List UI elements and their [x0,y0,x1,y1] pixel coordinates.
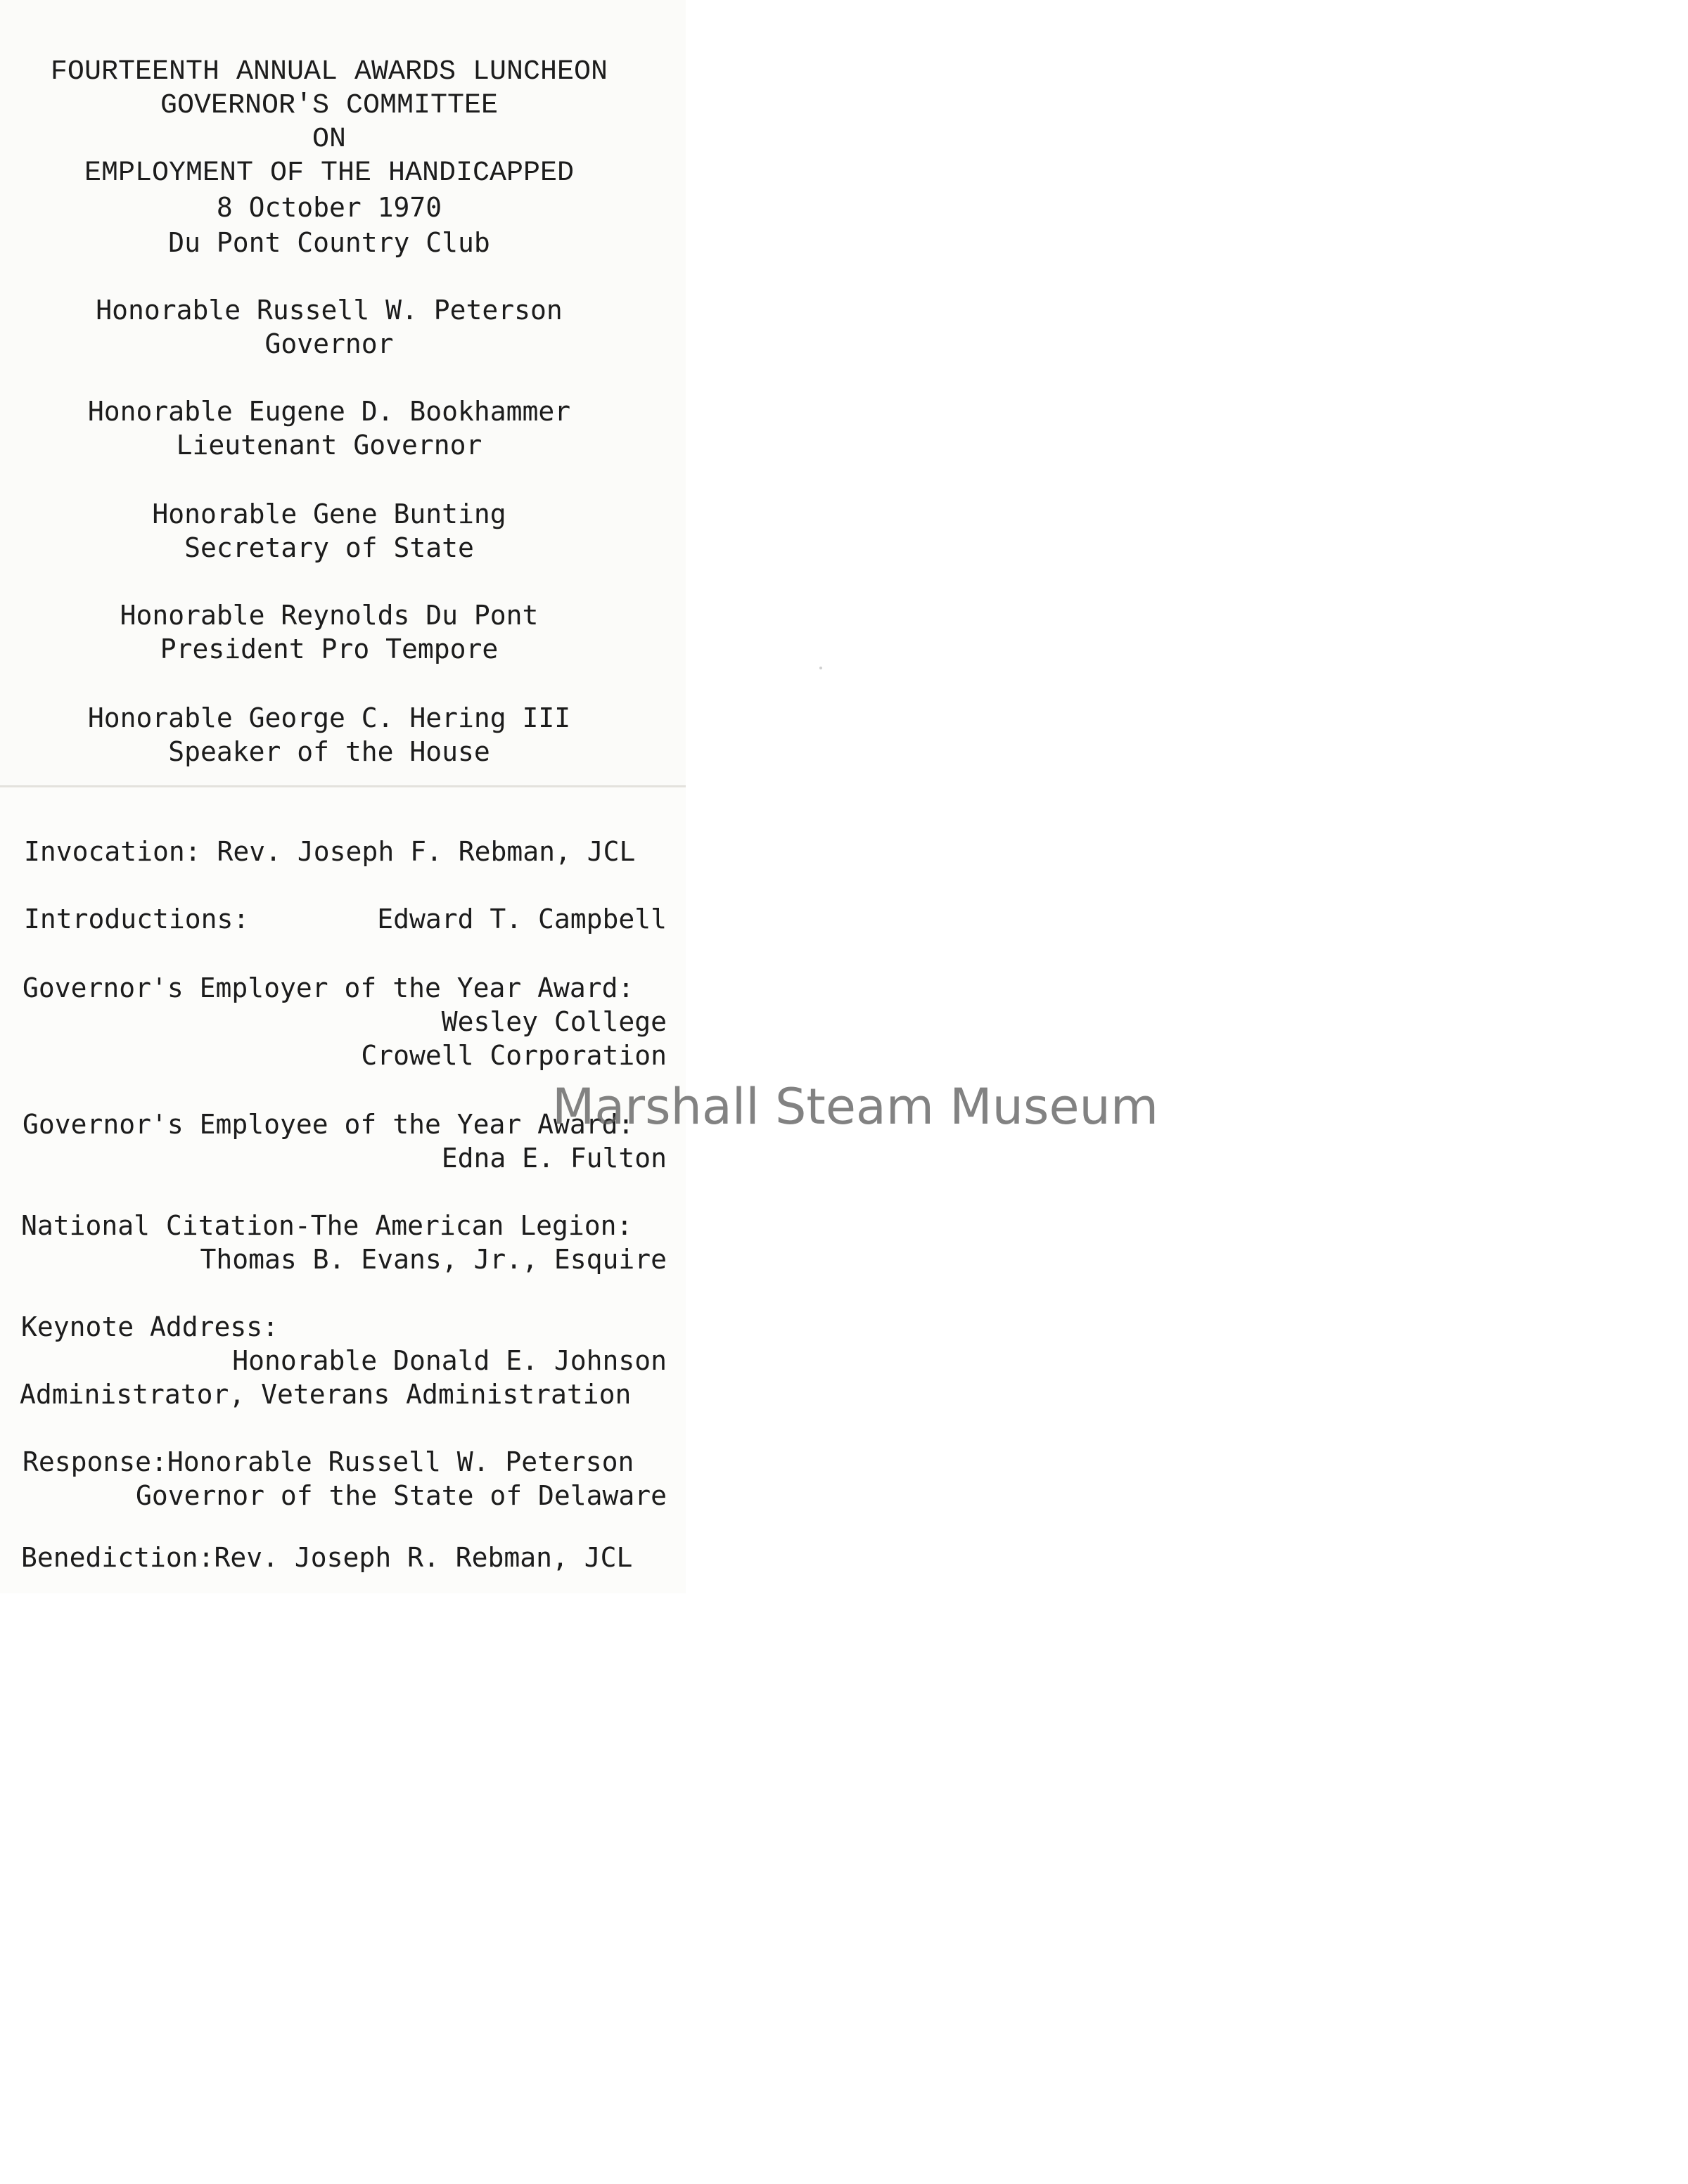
honoree-name: Honorable Reynolds Du Pont [120,600,539,631]
honoree-title: Speaker of the House [168,736,490,767]
employee-award-label: Governor's Employee of the Year Award: [23,1109,634,1140]
honoree-name: Honorable Eugene D. Bookhammer [87,396,571,427]
employer-award-label: Governor's Employer of the Year Award: [23,972,634,1003]
employer-award-recipient: Crowell Corporation [361,1040,667,1071]
citation-label: National Citation-The American Legion: [21,1210,633,1241]
museum-watermark: Marshall Steam Museum [552,1078,1159,1136]
fold-line [0,785,686,788]
response-line: Response:Honorable Russell W. Peterson [23,1446,634,1477]
honoree-title: Lieutenant Governor [176,430,482,461]
introductions-name: Edward T. Campbell [377,904,667,934]
introductions-label: Introductions: [24,904,250,934]
keynote-speaker-title: Administrator, Veterans Administration [20,1379,632,1410]
committee-on: ON [312,124,347,155]
honoree-title: President Pro Tempore [160,634,499,664]
event-venue: Du Pont Country Club [168,227,490,258]
employer-award-recipient: Wesley College [441,1006,667,1037]
event-date: 8 October 1970 [216,192,442,223]
honoree-name: Honorable Russell W. Peterson [96,295,563,326]
committee-name: GOVERNOR'S COMMITTEE [160,90,499,122]
response-title: Governor of the State of Delaware [136,1480,667,1511]
benediction-line: Benediction:Rev. Joseph R. Rebman, JCL [21,1542,633,1573]
paper-speck [819,667,822,669]
citation-recipient: Thomas B. Evans, Jr., Esquire [200,1244,667,1275]
employee-award-recipient: Edna E. Fulton [441,1143,667,1174]
honoree-title: Governor [264,328,394,359]
honoree-title: Secretary of State [184,532,474,563]
honoree-name: Honorable Gene Bunting [152,499,506,529]
keynote-label: Keynote Address: [21,1311,279,1342]
committee-subject: EMPLOYMENT OF THE HANDICAPPED [84,158,575,189]
keynote-speaker: Honorable Donald E. Johnson [232,1345,667,1376]
invocation-line: Invocation: Rev. Joseph F. Rebman, JCL [24,836,636,867]
event-title: FOURTEENTH ANNUAL AWARDS LUNCHEON [50,56,608,88]
honoree-name: Honorable George C. Hering III [87,702,571,733]
